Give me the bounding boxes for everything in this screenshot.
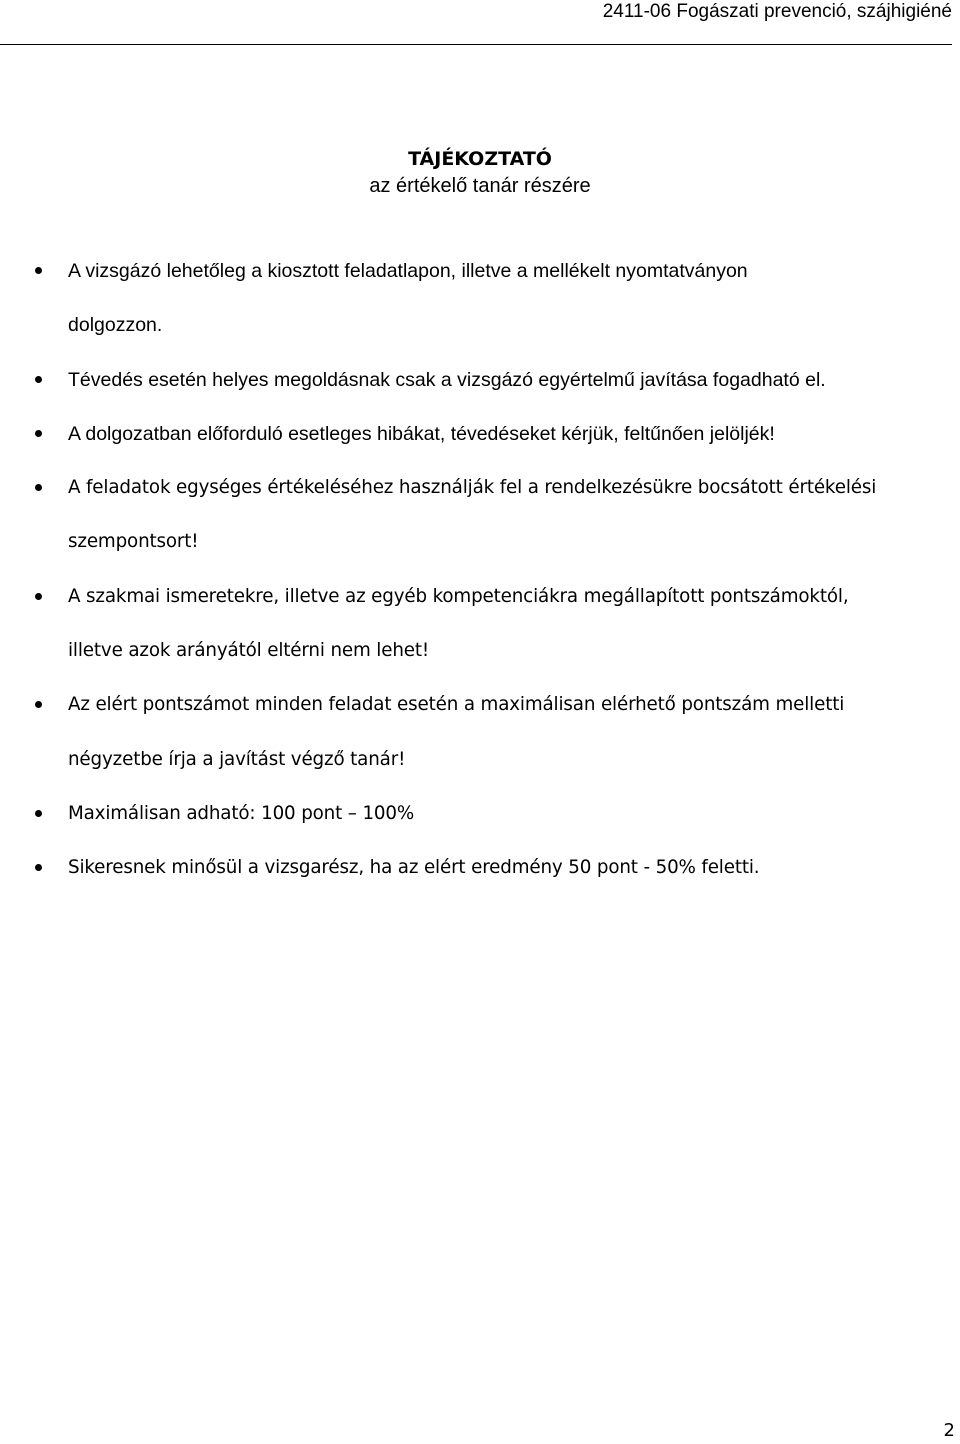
header-title: 2411-06 Fogászati prevenció, szájhigiéné: [602, 1, 952, 22]
page-header: [0, 0, 952, 45]
bullet-icon: [35, 864, 42, 871]
list-item: [0, 407, 960, 461]
page-number: 2: [943, 1420, 955, 1441]
notice-subtitle: az értékelő tanár részére: [369, 175, 591, 197]
bullet-icon: [35, 593, 42, 600]
list-item-line: A szakmai ismeretekre, illetve az egyéb kompetenciákra megállapított pontszámoktól,: [68, 585, 849, 607]
list-item: [0, 461, 960, 570]
list-item-line: dolgozzon.: [68, 314, 163, 337]
instruction-list: [0, 244, 960, 896]
list-item-line: Sikeresnek minősül a vizsgarész, ha az elért eredmény 50 pont - 50% feletti.: [68, 857, 760, 879]
list-item: [0, 787, 960, 841]
notice-title: TÁJÉKOZTATÓ: [408, 148, 552, 170]
bullet-icon: [35, 701, 42, 708]
list-item: [0, 841, 960, 895]
list-item: [0, 353, 960, 407]
bullet-icon: [35, 267, 42, 274]
list-item-line: négyzetbe írja a javítást végző tanár!: [68, 748, 406, 770]
bullet-icon: [35, 376, 42, 383]
list-item-line: szempontsort!: [68, 531, 199, 553]
list-item-line: Tévedés esetén helyes megoldásnak csak a vizsgázó egyértelmű javítása fogadható el.: [68, 368, 826, 391]
bullet-icon: [35, 484, 42, 491]
list-item-line: A dolgozatban előforduló esetleges hibákat, tévedéseket kérjük, feltűnően jelöljék!: [68, 422, 775, 445]
bullet-icon: [35, 430, 42, 437]
list-item: [0, 570, 960, 679]
bullet-icon: [35, 810, 42, 817]
notice-heading: [0, 146, 960, 200]
list-item-line: A feladatok egységes értékeléséhez használják fel a rendelkezésükre bocsátott értékelési: [68, 477, 877, 499]
list-item: [0, 244, 960, 353]
list-item-line: Az elért pontszámot minden feladat esetén a maximálisan elérhető pontszám melletti: [68, 694, 845, 716]
list-item-line: illetve azok arányától eltérni nem lehet!: [68, 640, 430, 662]
list-item: [0, 678, 960, 787]
list-item-line: Maximálisan adható: 100 pont – 100%: [68, 802, 415, 824]
list-item-line: A vizsgázó lehetőleg a kiosztott feladatlapon, illetve a mellékelt nyomtatványon: [68, 260, 748, 282]
